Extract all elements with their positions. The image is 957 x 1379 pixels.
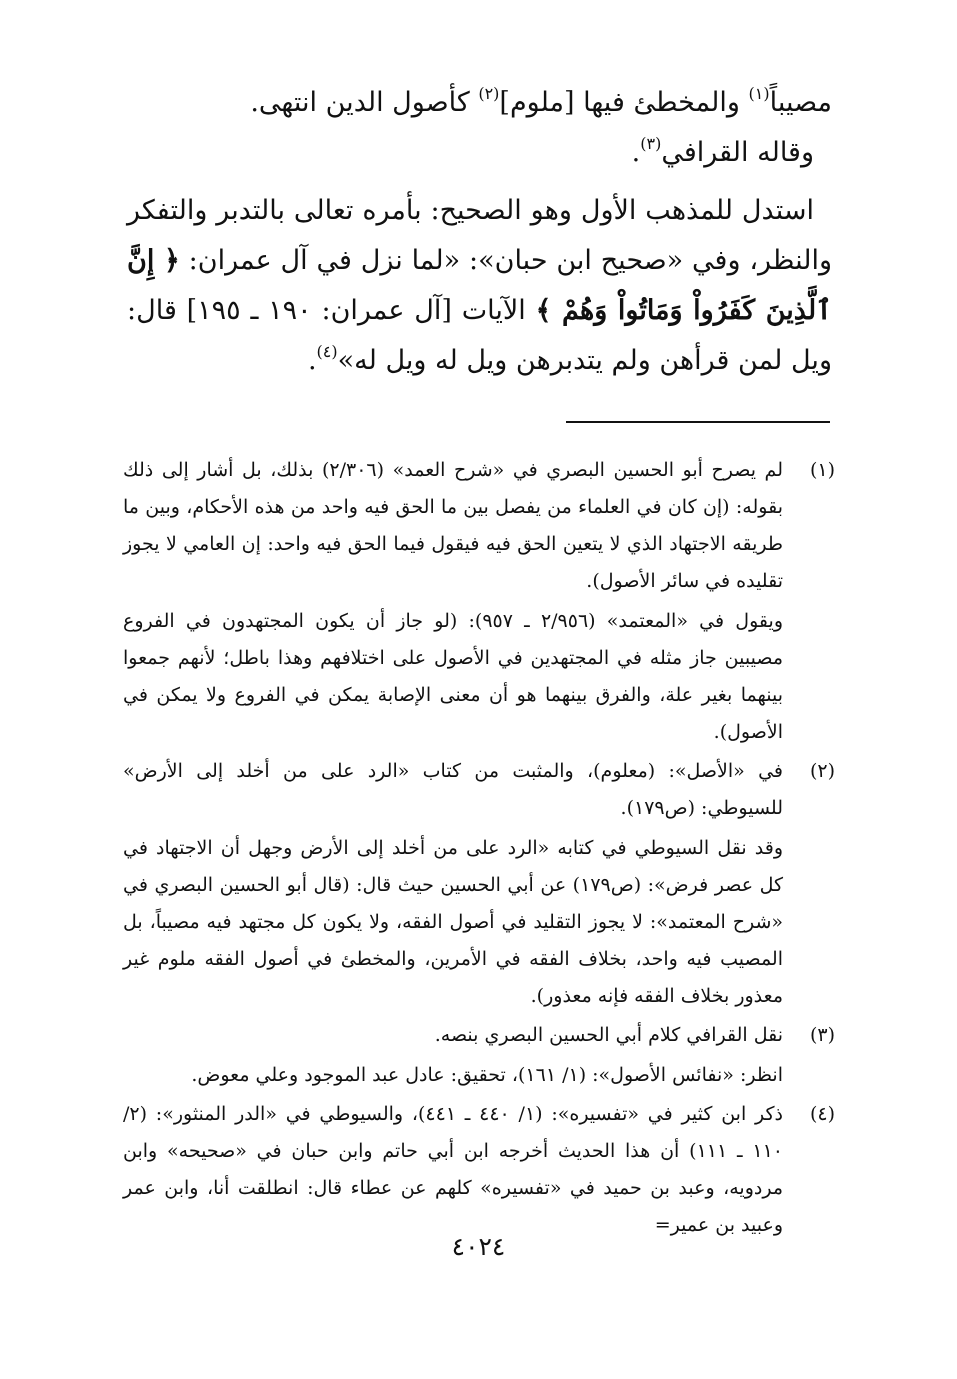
main-paragraph-2: استدل للمذهب الأول وهو الصحيح: بأمره تعالى بالتدبر والتفكر والنظر، وفي «صحيح ابن حبان»: «لما نزل في آل عمران: ﴿ إِنَّ ٱلَّذِينَ كَفَرُواْ وَمَاتُواْ وَهُمْ ﴾ الآيات [آل عمران: ١٩٠ ـ ١٩٥] قال: ويل لمن قرأهن ولم يتدبرهن ويل له ويل له»$^{(٤)}$. bbox=[127, 195, 832, 376]
footnote-text: ذكر ابن كثير في «تفسيره»: (١/ ٤٤٠ ـ ٤٤١)، والسيوطي في «الدر المنثور»: (٢/ ١١٠ ـ ١١١) أن هذا الحديث أخرجه ابن أبي حاتم وابن حبان في «صحيحه» وابن مردويه، وعبد بن حميد في «تفسيره» كلهم عن عطاء قال: انطلقت أنا، وابن عمر وعبيد بن عمير= bbox=[123, 1103, 783, 1236]
footnote-4 bbox=[123, 1096, 835, 1244]
footnote-number: (٣) bbox=[809, 1024, 835, 1046]
footnote-text: لم يصرح أبو الحسين البصري في «شرح العمد» (٢/٣٠٦) بذلك، بل أشار إلى ذلك بقوله: (إن كان في العلماء من يفصل بين ما الحق فيه واحد من هذه الأحكام، وبين ما طريقه الاجتهاد الذي لا يتعين الحق فيه فيقول فيما الحق فيه واحد: إن العامي لا يجوز تقليده في سائر الأصول). bbox=[123, 459, 783, 592]
main-text bbox=[127, 78, 832, 386]
footnote-3 bbox=[123, 1017, 835, 1094]
footnote-text: وقد نقل السيوطي في كتابه «الرد على من أخلد إلى الأرض وجهل أن الاجتهاد في كل عصر فرض»: (ص١٧٩) عن أبي الحسين حيث قال: (قال أبو الحسين البصري في «شرح المعتمد»: لا يجوز التقليد في أصول الفقه، ولا يكون كل مجتهد فيه مصيباً، بل المصيب فيه واحد، بخلاف الفقه في الأمرين، والمخطئ في أصول الفقه ملوم غير معذور بخلاف الفقه فإنه معذور). bbox=[123, 837, 783, 1007]
footnote-number: (١) bbox=[809, 459, 835, 481]
footnote-text: في «الأصل»: (معلوم)، والمثبت من كتاب «الرد على من أخلد إلى الأرض» للسيوطي: (ص١٧٩). bbox=[123, 760, 783, 819]
footnote-number: (٤) bbox=[809, 1103, 835, 1125]
footnotes bbox=[123, 452, 835, 1244]
footnote-text: نقل القرافي كلام أبي الحسين البصري بنصه. bbox=[434, 1024, 783, 1046]
footnote-marker-3[interactable]: (٣) bbox=[640, 134, 662, 153]
main-paragraph-1: مصيباً$^{(١)}$ والمخطئ فيها [ملوم]$^{(٢)}$ كأصول الدين انتهى. وقاله القرافي$^{(٣)}$. bbox=[250, 84, 832, 168]
footnote-marker-4[interactable]: (٤) bbox=[316, 342, 338, 361]
footnote-number: (٢) bbox=[809, 760, 835, 782]
quran-verse: ﴿ إِنَّ ٱلَّذِينَ كَفَرُواْ وَمَاتُواْ وَهُمْ ﴾ bbox=[127, 245, 832, 326]
footnote-text: ويقول في «المعتمد» (٢/٩٥٦ ـ ٩٥٧): (لو جاز أن يكون المجتهدون في الفروع مصيبين جاز مثله في المجتهدين في الأصول على اختلافهم وهذا باطل؛ لأنهم جمعوا بينهما بغير علة، والفرق بينهما هو أن معنى الإصابة يمكن في الفروع ولا يمكن في الأصول). bbox=[123, 610, 783, 743]
footnote-text: انظر: «نفائس الأصول»: (١/ ١٦١)، تحقيق: عادل عبد الموجود وعلي معوض. bbox=[191, 1064, 783, 1086]
footnote-1 bbox=[123, 452, 835, 751]
footnote-2 bbox=[123, 753, 835, 1015]
footnote-separator bbox=[566, 421, 830, 423]
footnote-marker-2[interactable]: (٢) bbox=[478, 84, 500, 103]
footnote-marker-1[interactable]: (١) bbox=[748, 84, 770, 103]
page-number: ٤٠٢٤ bbox=[451, 1232, 506, 1261]
